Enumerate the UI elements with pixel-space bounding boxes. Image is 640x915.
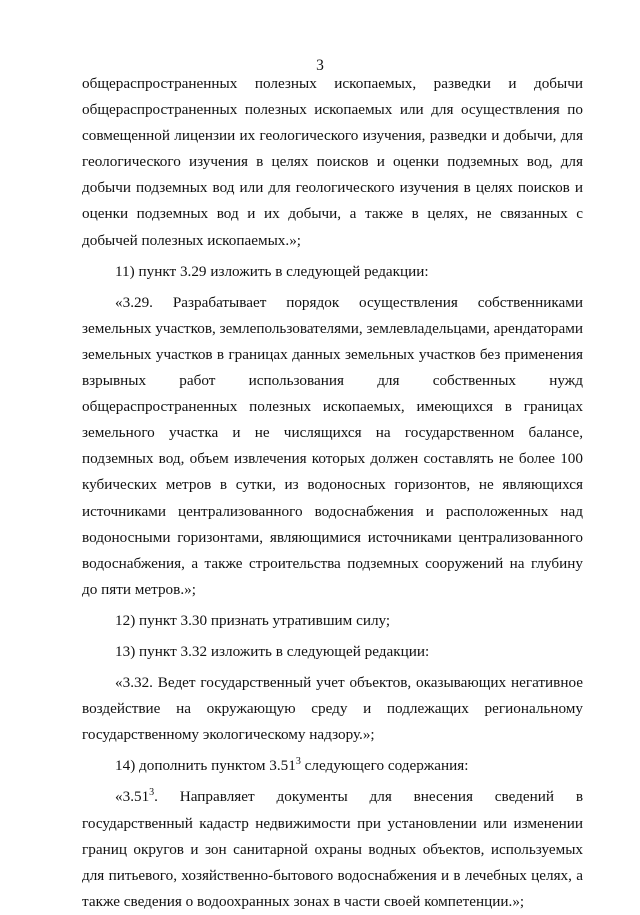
clause-3-51-label: «3.51 bbox=[115, 788, 150, 806]
paragraph-clause-3-51-3 bbox=[82, 784, 583, 914]
paragraph-item-13: 13) пункт 3.32 изложить в следующей редакции: bbox=[115, 642, 430, 660]
paragraph-clause-3-32: «3.32. Ведет государственный учет объектов, оказывающих негативное воздействие на окружающую среду и подлежащих региональному государственному экологическому надзору.»; bbox=[82, 674, 583, 744]
paragraph-item-14 bbox=[82, 753, 583, 779]
paragraph-clause-3-29: «3.29. Разрабатывает порядок осуществления собственниками земельных участков, землепользователями, землевладельцами, арендаторами земельных участков в границах данных земельных участков без применения взрывных работ использования для собственных нужд общераспространенных полезных ископаемых, имеющихся в границах земельного участка и не числящихся на государственном балансе, подземных вод, объем извлечения которых должен составлять не более 100 кубических метров в сутки, из водоносных горизонтов, не являющихся источниками централизованного водоснабжения и расположенных над водоносными горизонтами, являющимися источниками централизованного водоснабжения, а также строительства подземных сооружений на глубину до пяти метров.»; bbox=[82, 293, 583, 598]
item-14-text: 14) дополнить пунктом 3.51 bbox=[115, 757, 296, 775]
clause-3-51-text: . Направляет документы для внесения сведений в государственный кадастр недвижимости при установлении или изменении границ округов и зон санитарной охраны водных объектов, используемых для питьевого, хозяйственно-бытового водоснабжения и в лечебных целях, а также сведения о водоохранных зонах в части своей компетенции.»; bbox=[82, 788, 583, 910]
paragraph-item-12: 12) пункт 3.30 признать утратившим силу; bbox=[115, 611, 391, 629]
item-14-superscript: 3 bbox=[295, 756, 301, 768]
item-14-text-end: следующего содержания: bbox=[300, 757, 469, 775]
clause-3-51-superscript: 3 bbox=[149, 787, 155, 799]
page-number: 3 bbox=[316, 57, 324, 74]
paragraph-continuation: общераспространенных полезных ископаемых, разведки и добычи общераспространенных полезных ископаемых или для осуществления по совмещенной лицензии их геологического изучения, разведки и добычи, для геологического изучения в целях поисков и оценки подземных вод, для добычи подземных вод или для геологического изучения в целях поисков и оценки подземных вод и их добычи, а также в целях, не связанных с добычей полезных ископаемых.»; bbox=[82, 75, 583, 249]
paragraph-item-11: 11) пункт 3.29 изложить в следующей редакции: bbox=[115, 262, 429, 280]
document-body bbox=[82, 71, 583, 915]
